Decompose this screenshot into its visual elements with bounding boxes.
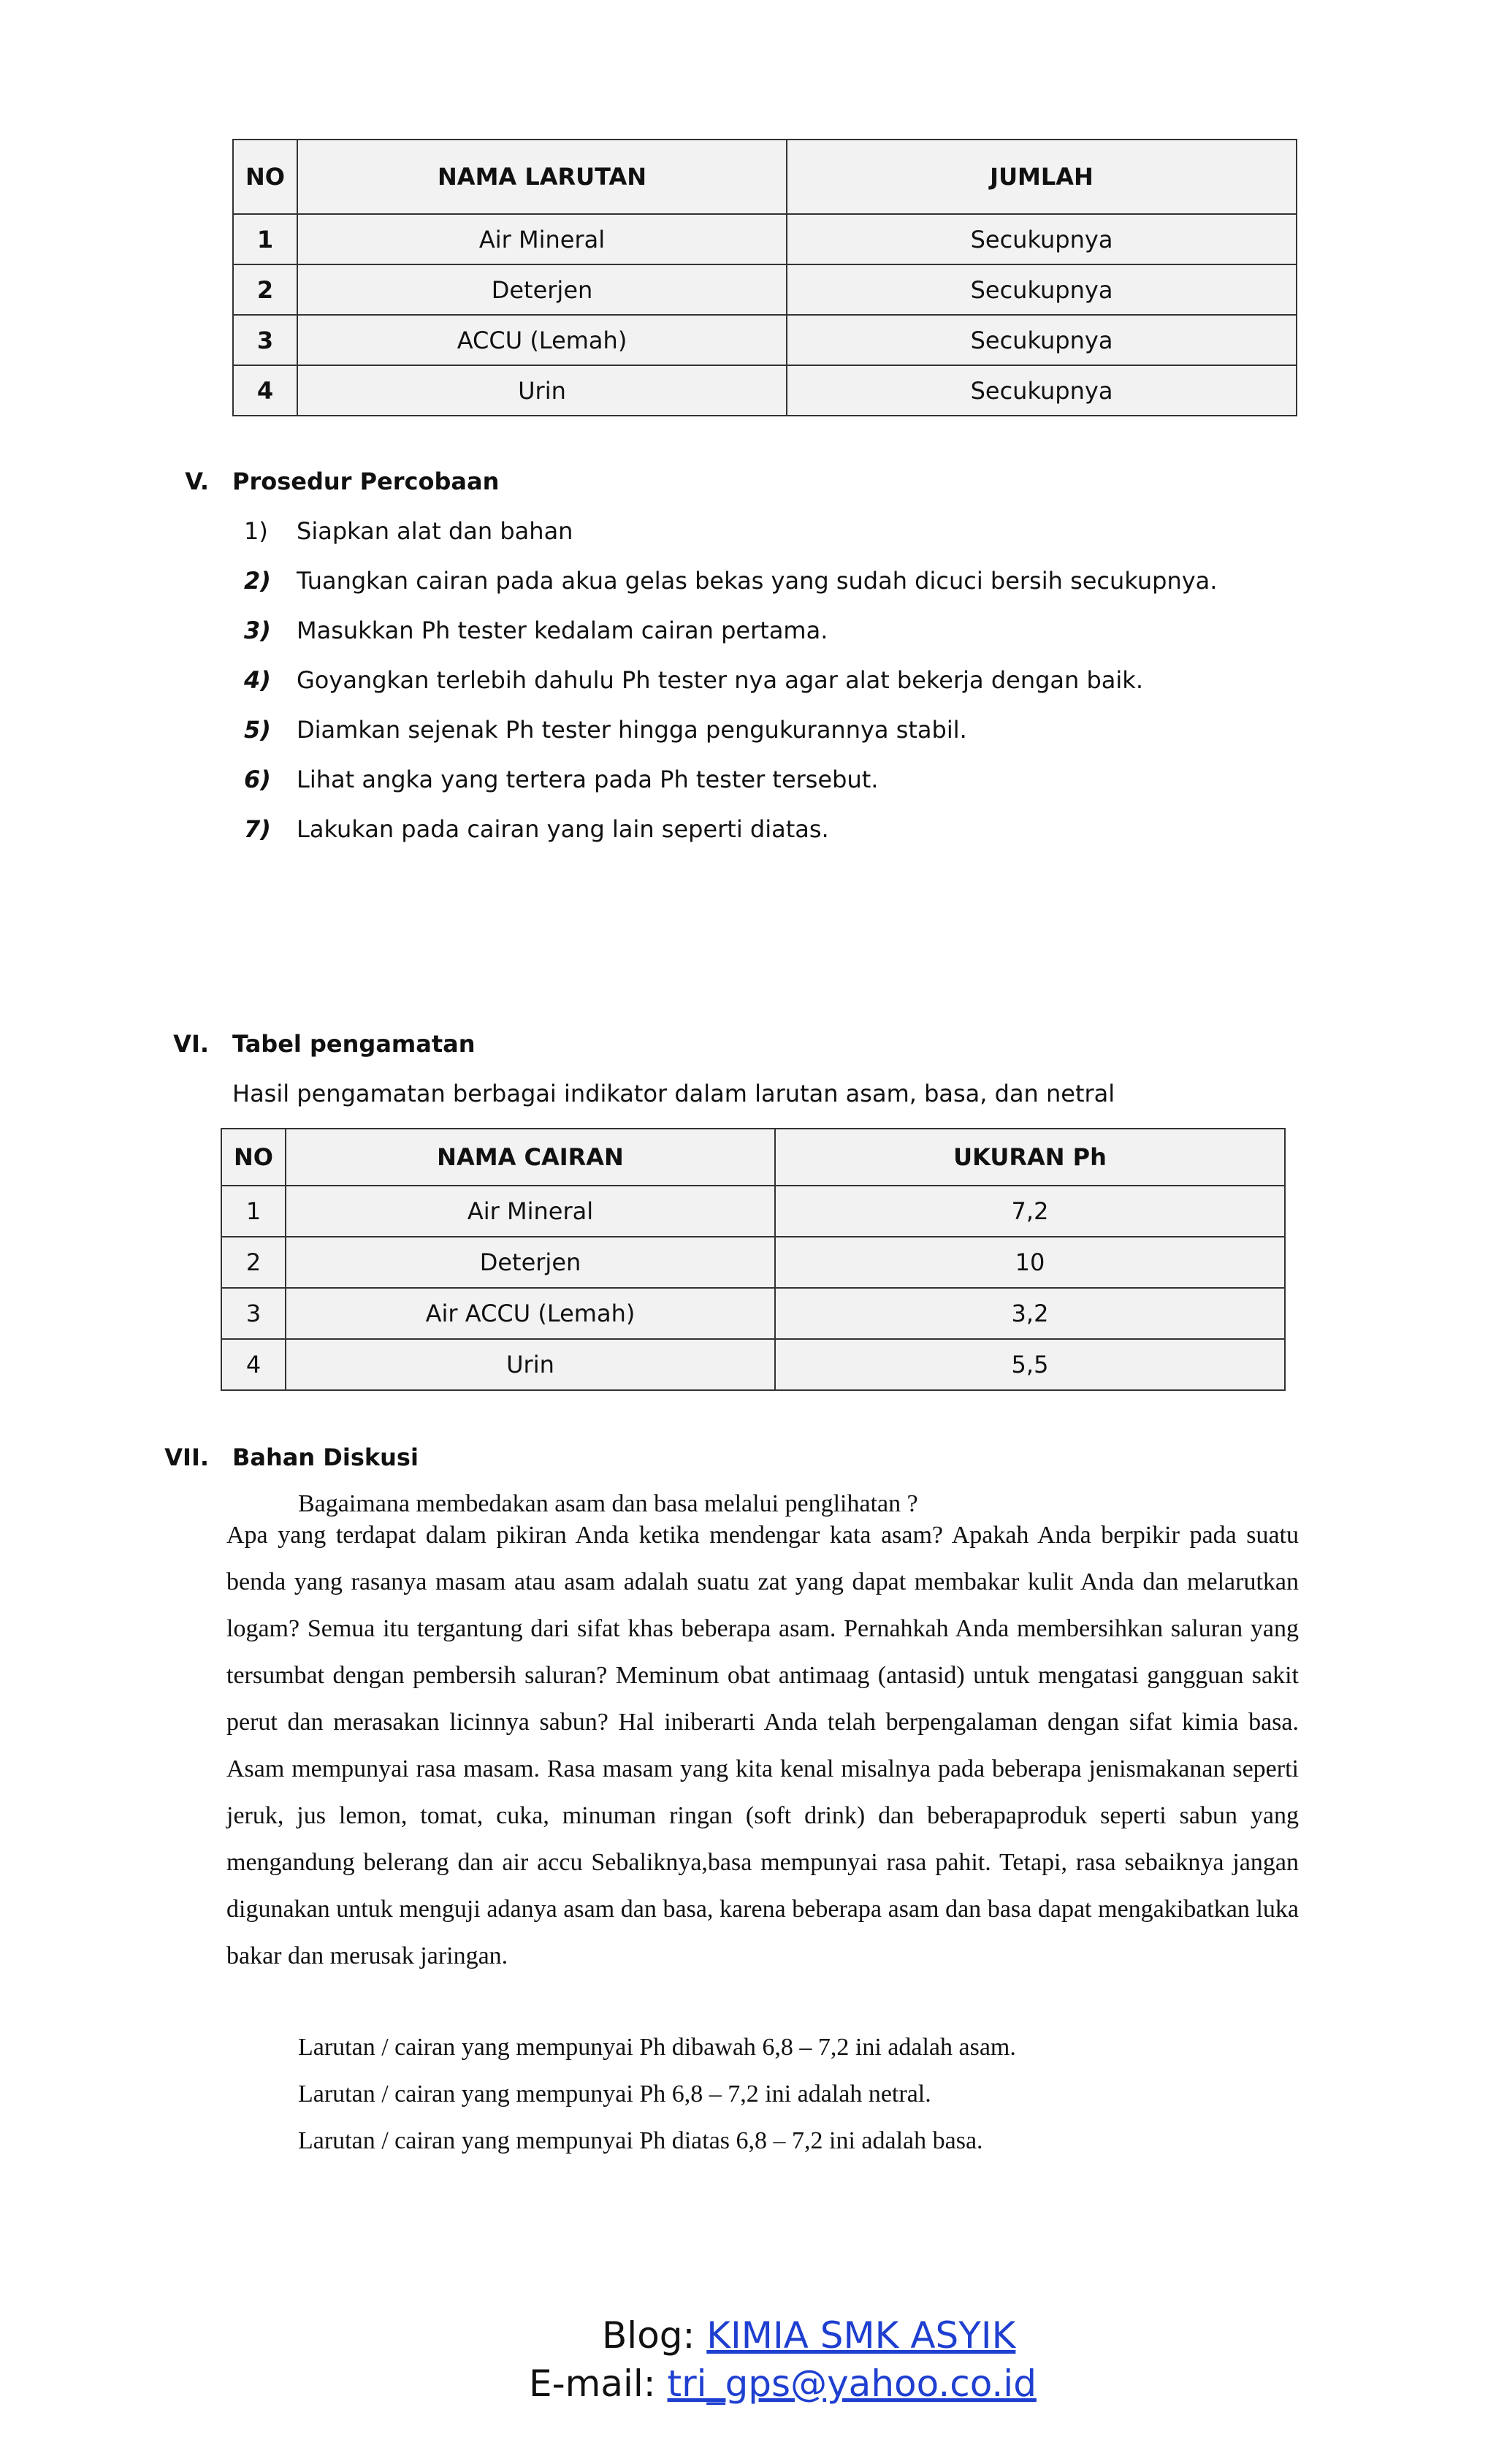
step-text: Lihat angka yang tertera pada Ph tester tersebut. bbox=[297, 766, 879, 793]
cell-nama: Air Mineral bbox=[297, 214, 787, 264]
cell-jumlah: Secukupnya bbox=[787, 315, 1297, 365]
header-no: NO bbox=[221, 1129, 286, 1186]
section-vi-subtitle: Hasil pengamatan berbagai indikator dalam larutan asam, basa, dan netral bbox=[232, 1080, 1115, 1107]
header-nama-larutan: NAMA LARUTAN bbox=[297, 140, 787, 214]
step-number: 2) bbox=[244, 567, 271, 595]
cell-nama: Air Mineral bbox=[286, 1186, 775, 1237]
cell-nama: ACCU (Lemah) bbox=[297, 315, 787, 365]
header-ukuran-ph: UKURAN Ph bbox=[775, 1129, 1285, 1186]
step-number: 5) bbox=[244, 716, 271, 744]
cell-no: 1 bbox=[233, 214, 297, 264]
section-number: V. bbox=[185, 468, 209, 495]
step-number: 1) bbox=[244, 517, 268, 545]
section-title: Prosedur Percobaan bbox=[232, 468, 500, 495]
table-header-row bbox=[221, 1129, 1285, 1186]
conclusion-line: Larutan / cairan yang mempunyai Ph diatas 6,8 – 7,2 ini adalah basa. bbox=[298, 2127, 983, 2154]
blog-label: Blog: bbox=[602, 2314, 707, 2357]
cell-jumlah: Secukupnya bbox=[787, 214, 1297, 264]
table-header-row bbox=[233, 140, 1297, 214]
footer-email bbox=[529, 2362, 1037, 2405]
cell-jumlah: Secukupnya bbox=[787, 365, 1297, 416]
cell-ph: 7,2 bbox=[775, 1186, 1285, 1237]
blog-link[interactable]: KIMIA SMK ASYIK bbox=[706, 2314, 1016, 2357]
cell-no: 4 bbox=[233, 365, 297, 416]
discussion-question: Bagaimana membedakan asam dan basa melalui penglihatan ? bbox=[298, 1490, 918, 1517]
cell-no: 2 bbox=[233, 264, 297, 315]
table-row bbox=[221, 1237, 1285, 1288]
conclusion-line: Larutan / cairan yang mempunyai Ph 6,8 – 7,2 ini adalah netral. bbox=[298, 2080, 931, 2108]
cell-nama: Air ACCU (Lemah) bbox=[286, 1288, 775, 1339]
step-text: Masukkan Ph tester kedalam cairan pertama. bbox=[297, 617, 828, 644]
table-row bbox=[233, 365, 1297, 416]
step-number: 4) bbox=[244, 666, 271, 694]
step-number: 3) bbox=[244, 617, 271, 644]
table-row bbox=[233, 264, 1297, 315]
step-text: Siapkan alat dan bahan bbox=[297, 517, 573, 545]
cell-no: 4 bbox=[221, 1339, 286, 1390]
header-jumlah: JUMLAH bbox=[787, 140, 1297, 214]
cell-ph: 10 bbox=[775, 1237, 1285, 1288]
step-text: Diamkan sejenak Ph tester hingga pengukurannya stabil. bbox=[297, 716, 967, 744]
step-text: Lakukan pada cairan yang lain seperti diatas. bbox=[297, 815, 829, 843]
step-number: 6) bbox=[244, 766, 271, 793]
table-row bbox=[233, 214, 1297, 264]
cell-nama: Deterjen bbox=[286, 1237, 775, 1288]
section-number: VI. bbox=[173, 1030, 209, 1058]
table-row bbox=[221, 1339, 1285, 1390]
section-title: Bahan Diskusi bbox=[232, 1443, 419, 1471]
section-number: VII. bbox=[164, 1443, 209, 1471]
step-number: 7) bbox=[244, 815, 271, 843]
cell-no: 3 bbox=[221, 1288, 286, 1339]
cell-nama: Urin bbox=[286, 1339, 775, 1390]
cell-nama: Deterjen bbox=[297, 264, 787, 315]
cell-jumlah: Secukupnya bbox=[787, 264, 1297, 315]
section-title: Tabel pengamatan bbox=[232, 1030, 476, 1058]
cell-no: 3 bbox=[233, 315, 297, 365]
cell-ph: 3,2 bbox=[775, 1288, 1285, 1339]
step-text: Tuangkan cairan pada akua gelas bekas yang sudah dicuci bersih secukupnya. bbox=[297, 567, 1218, 595]
conclusion-line: Larutan / cairan yang mempunyai Ph dibawah 6,8 – 7,2 ini adalah asam. bbox=[298, 2034, 1016, 2061]
table-row bbox=[233, 315, 1297, 365]
cell-nama: Urin bbox=[297, 365, 787, 416]
observation-table bbox=[221, 1128, 1286, 1391]
header-no: NO bbox=[233, 140, 297, 214]
materials-table bbox=[232, 139, 1297, 416]
table-row bbox=[221, 1186, 1285, 1237]
cell-no: 2 bbox=[221, 1237, 286, 1288]
email-label: E-mail: bbox=[529, 2362, 668, 2405]
header-nama-cairan: NAMA CAIRAN bbox=[286, 1129, 775, 1186]
cell-ph: 5,5 bbox=[775, 1339, 1285, 1390]
step-text: Goyangkan terlebih dahulu Ph tester nya agar alat bekerja dengan baik. bbox=[297, 666, 1143, 694]
table-row bbox=[221, 1288, 1285, 1339]
footer-blog bbox=[602, 2314, 1015, 2357]
cell-no: 1 bbox=[221, 1186, 286, 1237]
email-link[interactable]: tri_gps@yahoo.co.id bbox=[667, 2362, 1037, 2405]
discussion-paragraph: Apa yang terdapat dalam pikiran Anda ketika mendengar kata asam? Apakah Anda berpikir pada suatu benda yang rasanya masam atau asam adalah suatu zat yang dapat membakar kulit Anda dan melarutkan logam? Semua itu tergantung dari sifat khas beberapa asam. Pernahkah Anda membersihkan saluran yang tersumbat dengan pembersih saluran? Meminum obat antimaag (antasid) untuk mengatasi gangguan sakit perut dan merasakan licinnya sabun? Hal iniberarti Anda telah berpengalaman dengan sifat kimia basa. Asam mempunyai rasa masam. Rasa masam yang kita kenal misalnya pada beberapa jenismakanan seperti jeruk, jus lemon, tomat, cuka, minuman ringan (soft drink) dan beberapaproduk seperti sabun yang mengandung belerang dan air accu Sebaliknya,basa mempunyai rasa pahit. Tetapi, rasa sebaiknya jangan digunakan untuk menguji adanya asam dan basa, karena beberapa asam dan basa dapat mengakibatkan luka bakar dan merusak jaringan. bbox=[226, 1522, 1299, 1969]
